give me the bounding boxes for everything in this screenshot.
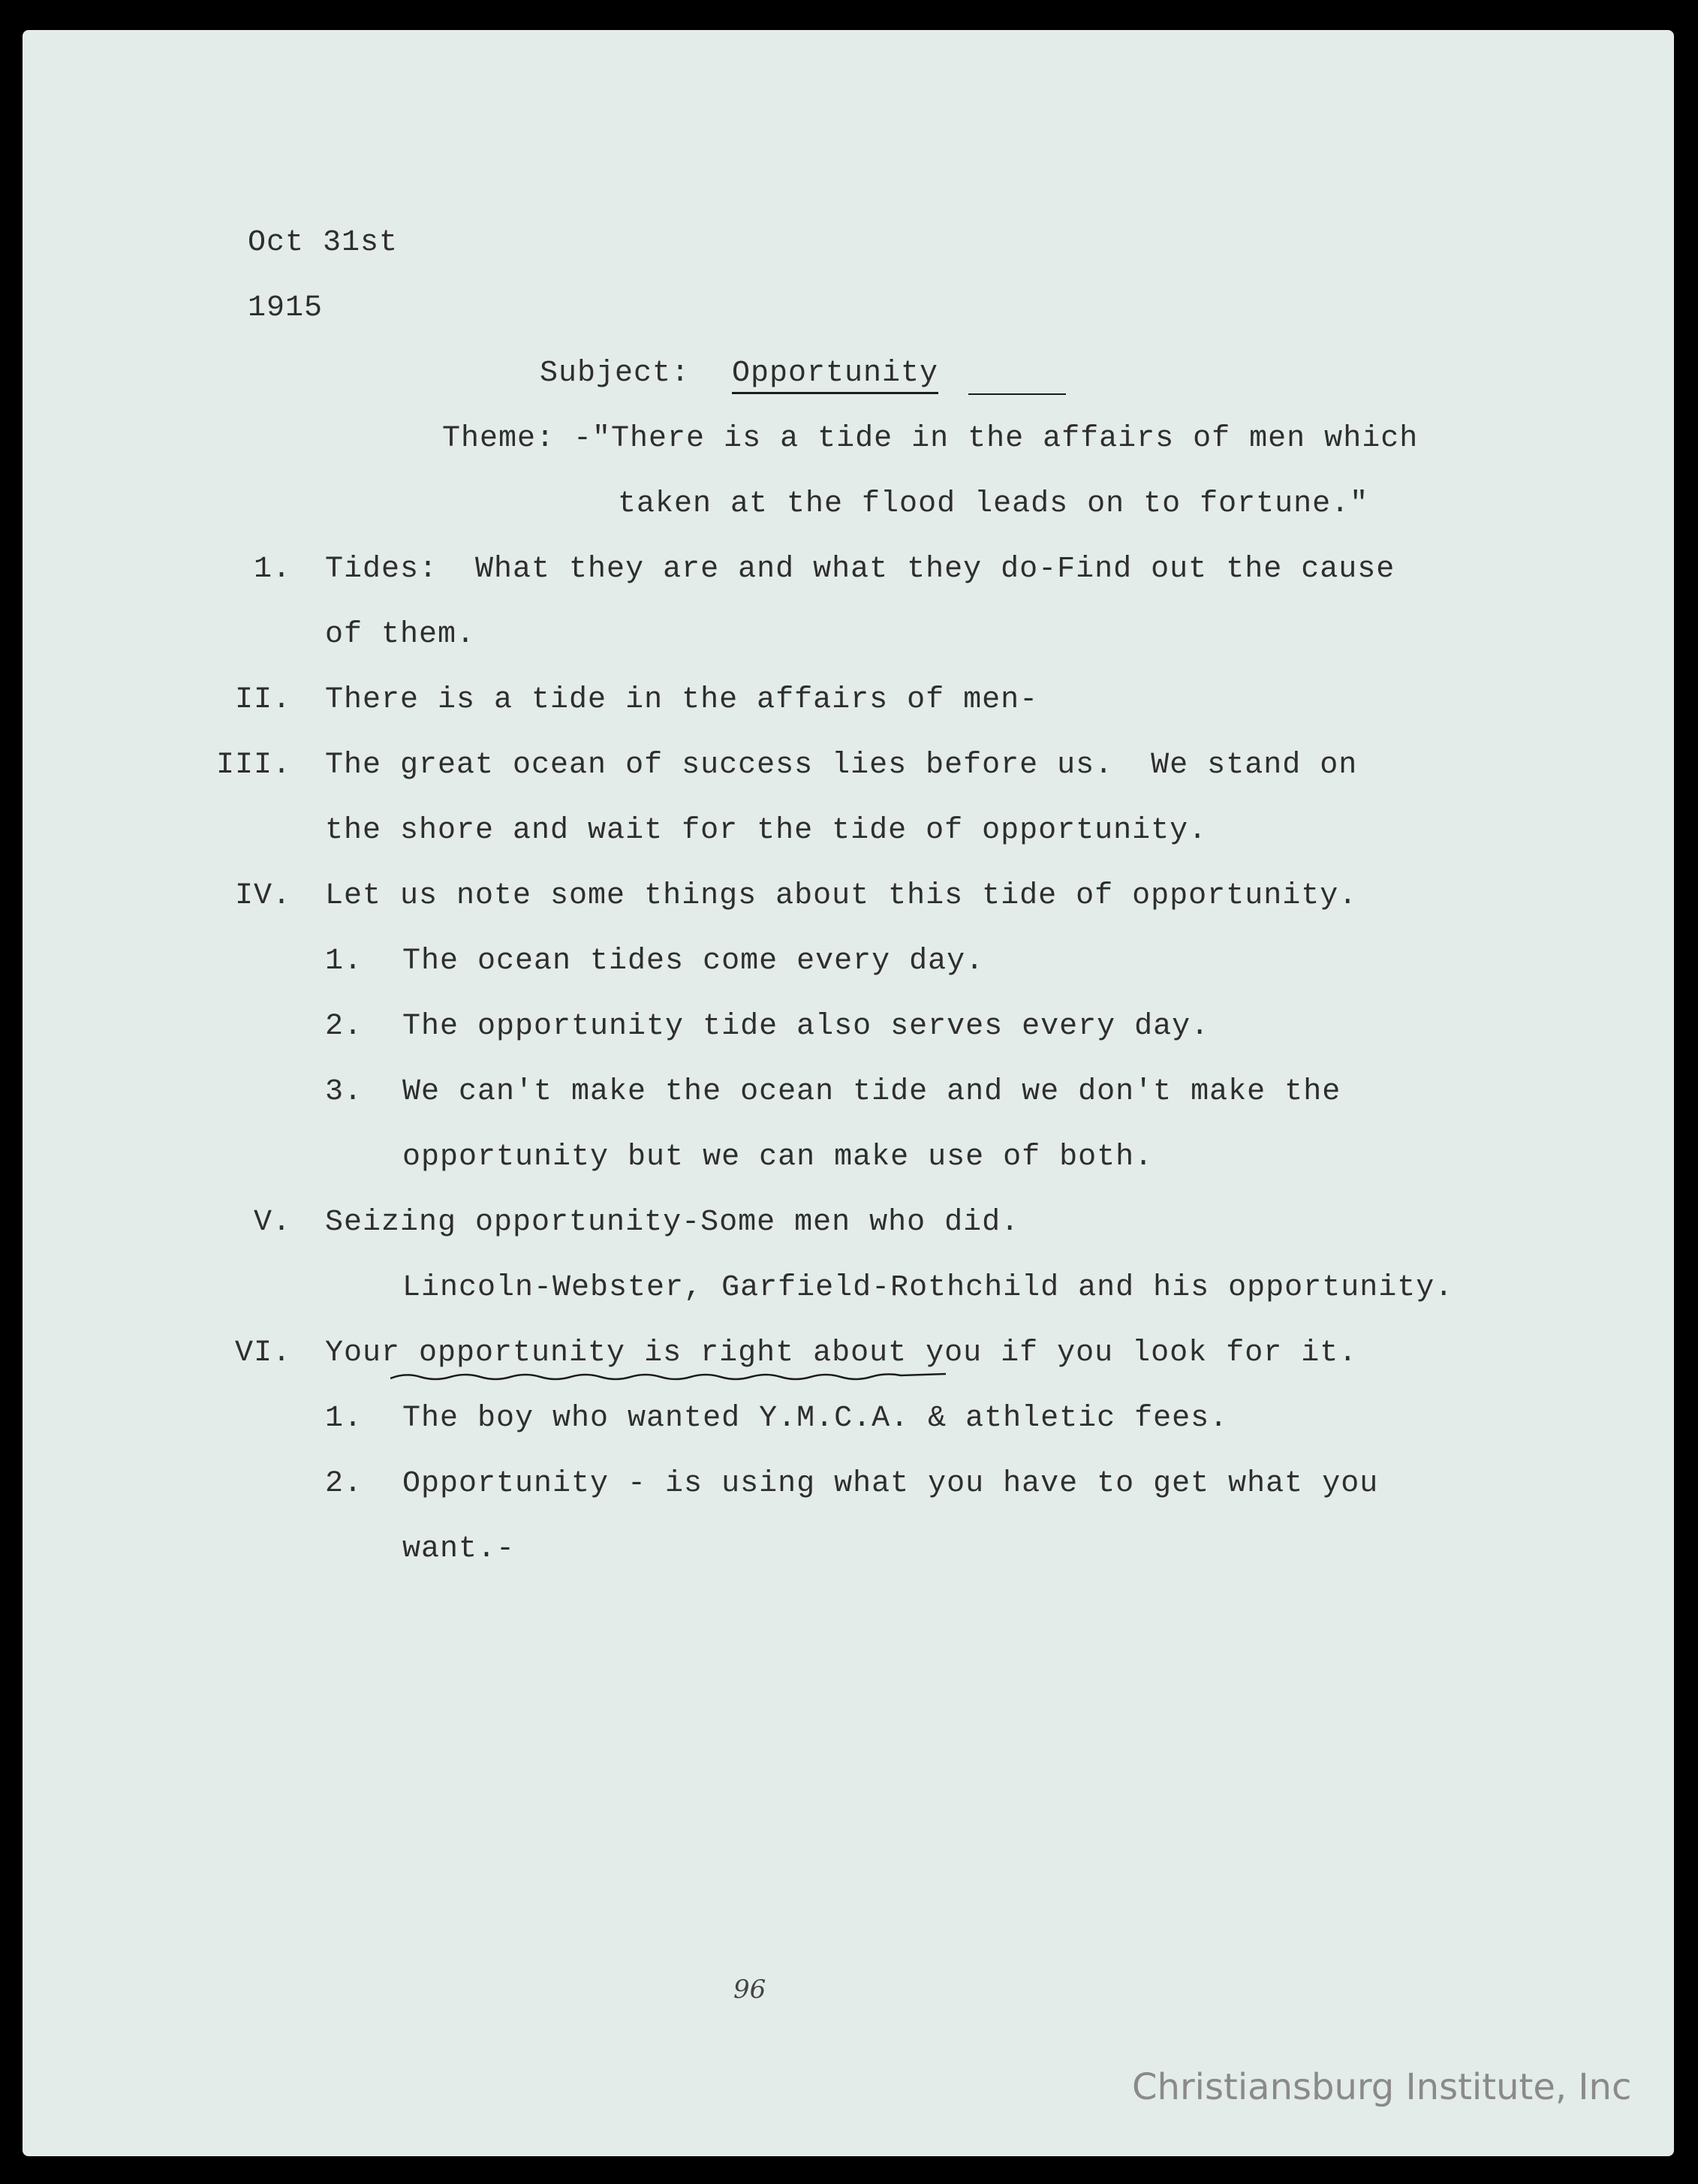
outline-number: IV. [234, 879, 291, 913]
outline-text: Lincoln-Webster, Garfield-Rothchild and his opportunity. [402, 1271, 1454, 1305]
theme-line-1: Theme: -"There is a tide in the affairs of men which [442, 422, 1419, 456]
sub-text: The boy who wanted Y.M.C.A. & athletic fees. [402, 1402, 1229, 1435]
sub-number: 2. [325, 1010, 363, 1044]
outline-number: VI. [234, 1336, 291, 1370]
sub-text: want.- [402, 1532, 516, 1566]
outline-text: The great ocean of success lies before us. We stand on [325, 749, 1358, 782]
outline-text: Let us note some things about this tide of opportunity. [325, 879, 1358, 913]
outline-text: There is a tide in the affairs of men- [325, 683, 1039, 717]
theme-line-2: taken at the flood leads on to fortune." [618, 487, 1369, 521]
sub-text: We can't make the ocean tide and we don't make the [402, 1075, 1341, 1109]
date: Oct 31st [248, 226, 399, 260]
outline-number: V. [253, 1206, 291, 1240]
subject-value: Opportunity [732, 357, 938, 394]
sub-text: Opportunity - is using what you have to get what you [402, 1467, 1379, 1501]
sub-number: 1. [325, 944, 363, 978]
sub-text: The opportunity tide also serves every day. [402, 1010, 1210, 1044]
sub-number: 3. [325, 1075, 363, 1109]
sub-text: The ocean tides come every day. [402, 944, 985, 978]
subject-label: Subject: [540, 357, 691, 390]
year: 1915 [248, 291, 324, 325]
page-number: 96 [733, 1975, 766, 2005]
watermark: Christiansburg Institute, Inc [1132, 2066, 1632, 2108]
handwritten-underline [390, 1366, 961, 1389]
outline-text: the shore and wait for the tide of opportunity. [325, 814, 1208, 848]
subject-rule [968, 393, 1066, 395]
outline-text: Your opportunity is right about you if you look for it. [325, 1336, 1358, 1370]
outline-text: Tides: What they are and what they do-Find out the cause [325, 553, 1395, 586]
sub-text: opportunity but we can make use of both. [402, 1140, 1154, 1174]
sub-number: 1. [325, 1402, 363, 1435]
outline-number: III. [215, 749, 291, 782]
sub-number: 2. [325, 1467, 363, 1501]
outline-number: II. [234, 683, 291, 717]
outline-number: 1. [253, 553, 291, 586]
outline-text: of them. [325, 618, 476, 652]
document-page [23, 30, 1674, 2156]
outline-text: Seizing opportunity-Some men who did. [325, 1206, 1020, 1240]
